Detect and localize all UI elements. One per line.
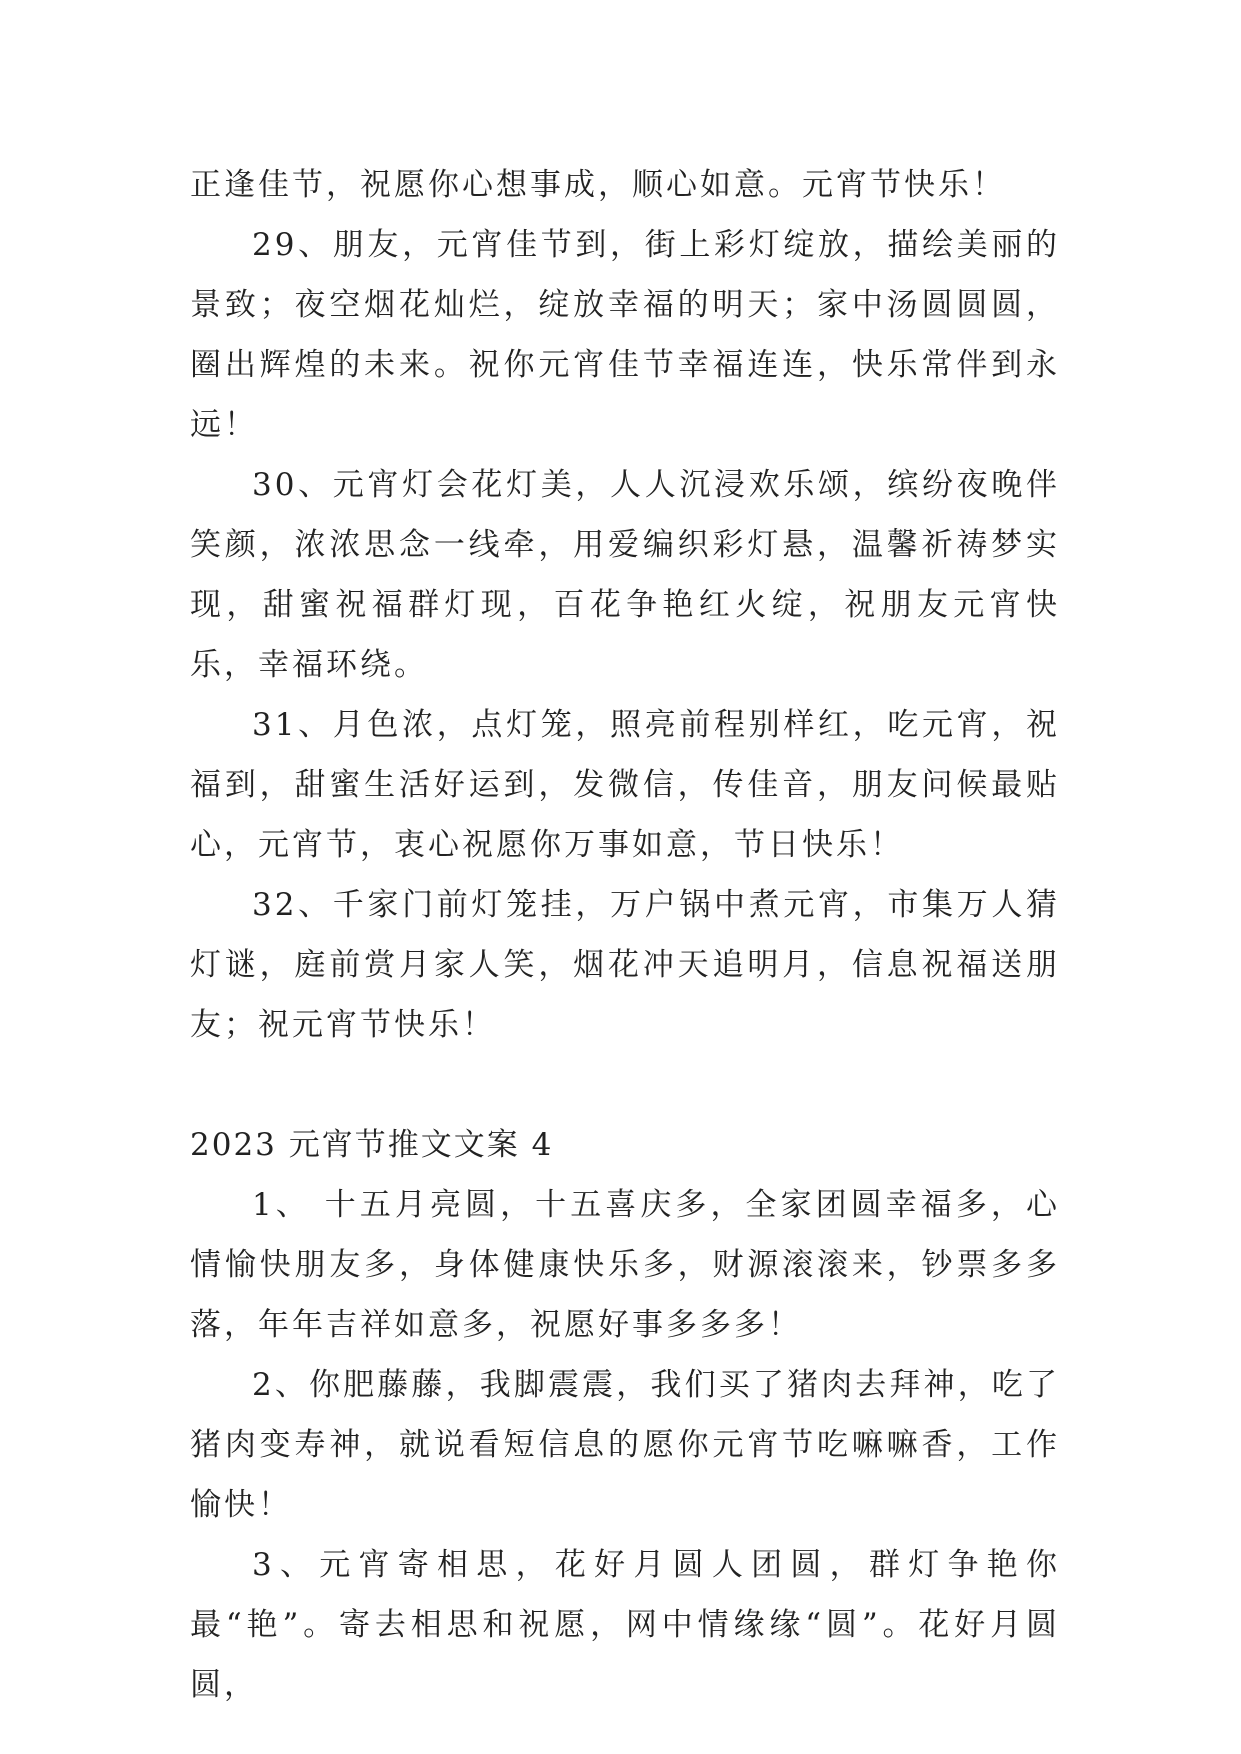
paragraph-32: 32、千家门前灯笼挂，万户锅中煮元宵，市集万人猜灯谜，庭前赏月家人笑，烟花冲天追明月，信息祝福送朋友；祝元宵节快乐！: [190, 887, 1060, 1043]
paragraph-29: 29、朋友，元宵佳节到，街上彩灯绽放，描绘美丽的景致；夜空烟花灿烂，绽放幸福的明天；家中汤圆圆圆，圈出辉煌的未来。祝你元宵佳节幸福连连，快乐常伴到永远！: [190, 227, 1060, 443]
document-body: [190, 155, 1060, 1715]
paragraph-30: 30、元宵灯会花灯美，人人沉浸欢乐颂，缤纷夜晚伴笑颜，浓浓思念一线牵，用爱编织彩灯悬，温馨祈祷梦实现，甜蜜祝福群灯现，百花争艳红火绽，祝朋友元宵快乐，幸福环绕。: [190, 467, 1060, 683]
paragraph-continuation: 正逢佳节，祝愿你心想事成，顺心如意。元宵节快乐！: [190, 167, 1006, 203]
paragraph-31: 31、月色浓，点灯笼，照亮前程别样红，吃元宵，祝福到，甜蜜生活好运到，发微信，传佳音，朋友问候最贴心，元宵节，衷心祝愿你万事如意，节日快乐！: [190, 707, 1060, 863]
section-heading: 2023 元宵节推文文案 4: [190, 1127, 554, 1163]
paragraph-1: 1、 十五月亮圆，十五喜庆多，全家团圆幸福多，心情愉快朋友多，身体健康快乐多，财源滚滚来，钞票多多落，年年吉祥如意多，祝愿好事多多多！: [190, 1187, 1060, 1343]
paragraph-2: 2、你肥藤藤，我脚震震，我们买了猪肉去拜神，吃了猪肉变寿神，就说看短信息的愿你元宵节吃嘛嘛香，工作愉快！: [190, 1367, 1060, 1523]
paragraph-3: 3、元宵寄相思，花好月圆人团圆，群灯争艳你最“艳”。寄去相思和祝愿，网中情缘缘“圆”。花好月圆圆，: [190, 1547, 1060, 1703]
